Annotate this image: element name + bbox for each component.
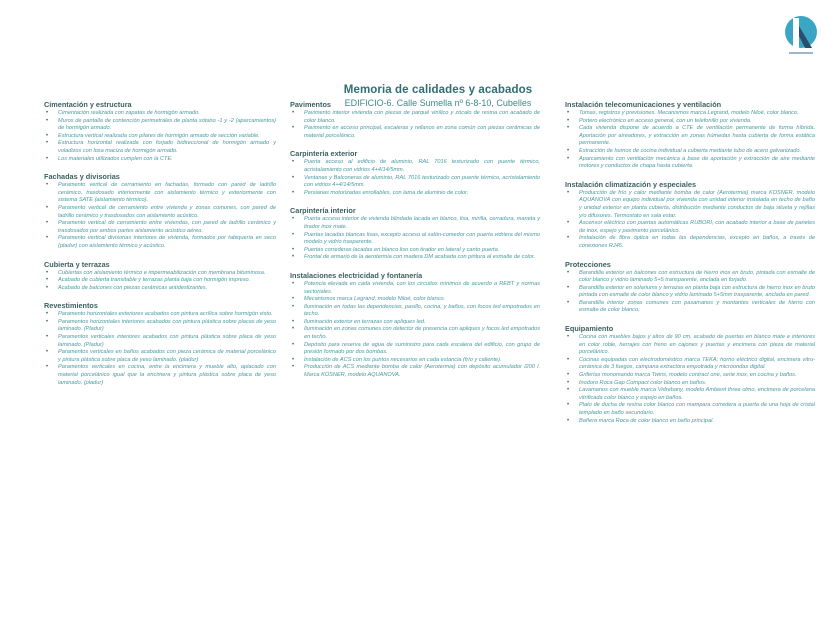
list-item: • Cocinas equipadas con electrodoméstico marca TEKA; horno eléctrico digital, encimera vitro-cerámica de 3 fuegos, campana extractora empotrada y microondas digital. xyxy=(565,357,815,372)
section-heading: Carpintería exterior xyxy=(290,149,358,159)
list-item: • Pavimento interior vivienda con piezas de parqué vinílico y zócalo de resina con acabado de color blanco. xyxy=(290,110,540,125)
section xyxy=(565,260,815,316)
bullet-list xyxy=(44,270,276,293)
section xyxy=(290,206,540,262)
company-logo-icon xyxy=(781,14,821,60)
list-item: • Puerta acceso al edificio de aluminio, RAL 7016 texturizado con puente térmico, acristalamiento con vidrios 4+4/14/5mm. xyxy=(290,159,540,174)
section xyxy=(44,301,276,387)
list-item: • Tomas, registros y previsiones. Mecanismos marca Legrand, modelo Niloé, color blanco. xyxy=(565,110,815,118)
list-item: • Iluminación en zonas comunes con detector de presencia con apliques y focos led empotrados en techo. xyxy=(290,326,540,341)
list-item: • Barandilla exterior en solariums y terrazas en planta baja con estructura de hierro inox en bruto pintada con esmalte de color blanco y vidrio laminado 5+5mm trasparente, anclada en pared. xyxy=(565,285,815,300)
list-item: • Puertas correderas lacadas en blanco liso con tirador en lateral y canto puerta. xyxy=(290,247,540,255)
list-item: • Lavamanos con mueble marca Vidrebany, modelo Ambient three olmo, encimera de porcelana vitrificada color blanco y espejo en baños. xyxy=(565,387,815,402)
list-item: • Paramentos horizontales interiores acabados con pintura plástica sobre placas de yeso laminado. (Pladur) xyxy=(44,319,276,334)
section-heading: Cubierta y terrazas xyxy=(44,259,110,269)
list-item: • Ascensor eléctrico con puertas automáticas RUBORI, con acabado interior a base de paneles de inox, espejo y pavimento porcelánico. xyxy=(565,220,815,235)
bullet-list xyxy=(290,281,540,380)
list-item: • Los materiales utilizados cumplen con la CTE. xyxy=(44,156,276,164)
bullet-list xyxy=(290,216,540,262)
list-item: • Producción de frío y calor mediante bomba de calor (Aerotermia) marca KOSNER, modelo AQUANOVA con equipo individual por vivienda con unidad interior instalada en techo de baño y unidad exterior en planta cubierta, distribución mediante conductos de baja silueta y rejillas y/o difusores. Termostato en sala estar. xyxy=(565,190,815,220)
section-heading: Cimentación y estructura xyxy=(44,100,132,109)
list-item: • Mecanismos marca Legrand, modelo Niloé, color blanco. xyxy=(290,296,540,304)
list-item: • Instalación de fibra óptica en todas las dependencias, excepto en baños, a través de conexiones RJ45. xyxy=(565,235,815,250)
list-item: • Plato de ducha de resina color blanco con mampara corredera a puerta de una hoja de cristal templado en baño secundario. xyxy=(565,402,815,417)
section xyxy=(565,180,815,251)
list-item: • Paramentos verticales en baños acabados con pieza cerámica de material porcelánico y pintura plástica sobre placa de yeso laminado. (pladur) xyxy=(44,349,276,364)
section xyxy=(290,149,540,197)
bullet-list xyxy=(44,110,276,163)
list-item: • Puertas lacadas blancas lisas, excepto acceso al salón-comedor con puerta vidriera del mismo modelo y vidrio trasparente. xyxy=(290,232,540,247)
list-item: • Iluminación exterior en terrazas con apliques led. xyxy=(290,319,540,327)
section xyxy=(44,172,276,250)
list-item: • Estructura horizontal realizada con forjado bidireccional de hormigón armado y voladizos con losa maciza de hormigón armado. xyxy=(44,140,276,155)
column-1 xyxy=(44,100,276,396)
list-item: • Persianas motorizadas enrollables, con lama de aluminio de color. xyxy=(290,190,540,198)
section-heading: Revestimientos xyxy=(44,301,98,311)
section-heading: Protecciones xyxy=(565,259,611,269)
list-item: • Bañera marca Roca de color blanco en baño principal. xyxy=(565,418,815,426)
section xyxy=(44,260,276,293)
section xyxy=(44,100,276,163)
section-heading: Instalaciones electricidad y fontanería xyxy=(290,270,423,280)
list-item: • Portero electrónico en acceso general, con un telefonillo por vivienda. xyxy=(565,118,815,126)
list-item: • Pavimento en acceso principal, escaleras y rellanos en zona común con piezas cerámicas de material porcelánico. xyxy=(290,125,540,140)
list-item: • Producción de ACS mediante bomba de calor (Aerotermia) con depósito acumulador l200 l. Marca KOSNER, modelo AQUANOVA. xyxy=(290,364,540,379)
list-item: • Extracción de humos de cocina individual a cubierta mediante tubo de acero galvanizado. xyxy=(565,148,815,156)
list-item: • Iluminación en todas las dependencias, pasillo, cocina, y baños, con focos led empotrados en techo. xyxy=(290,304,540,319)
section xyxy=(565,100,815,171)
list-item: • Paramento vertical de cerramiento entre vivienda y zonas comunes, con pared de ladrillo cerámico y trasdosados con aislamiento acústico. xyxy=(44,205,276,220)
list-item: • Puerta acceso interior de vivienda blindada lacada en blanco, lisa, mirilla, cerradura, maneta y tirador inox mate. xyxy=(290,216,540,231)
section xyxy=(565,324,815,425)
section-heading: Pavimentos xyxy=(290,100,331,109)
page-title: Memoria de calidades y acabados xyxy=(343,84,533,96)
page-subtitle: EDIFICIO-6. Calle Sumella nº 6-8-10, Cubelles xyxy=(344,98,532,108)
list-item: • Paramento horizontales exteriores acabados con pintura acrílica sobre hormigón visto. xyxy=(44,311,276,319)
section-heading: Equipamiento xyxy=(565,324,614,334)
list-item: • Frontal de armario de la aerotermia con madera DM acabada con pintura al esmalte de color. xyxy=(290,254,540,262)
list-item: • Paramentos verticales interiores acabados con pintura plástica sobre placa de yeso laminado. (Pladur) xyxy=(44,334,276,349)
list-item: • Depósito para reserva de agua de suministro para cada escalera del edificio, con grupo de presión formado por dos bombas. xyxy=(290,342,540,357)
bullet-list xyxy=(44,311,276,387)
list-item: • Aparcamiento con ventilación mecánica a base de aportación y extracción de aire mediante motores y conductos de chapa hasta cubierta. xyxy=(565,156,815,171)
column-3 xyxy=(565,100,815,434)
bullet-list xyxy=(44,182,276,250)
list-item: • Paramento vertical de cerramiento entre viviendas, con pared de ladrillo cerámico y trasdosados por ambos partes aislamiento acústico aéreo. xyxy=(44,220,276,235)
list-item: • Barandilla interior zonas comunes con pasamanos y montantes verticales de hierro con esmalte de color blanco. xyxy=(565,300,815,315)
list-item: • Paramento vertical de cerramiento en fachadas, formado con pared de ladrillo cerámico, trasdosado interiormente con aislamiento térmico y exteriormente con sistema SATE (aislamiento térmico). xyxy=(44,182,276,205)
list-item: • Cada vivienda dispone de acuerdo a CTE de ventilación permanente de forma híbrida. Aportación por aireadores, y extracción en zonas húmedas hasta cubierta de forma estática permanente. xyxy=(565,125,815,148)
list-item: • Cubiertas con aislamiento térmico e impermeabilización con membrana bituminosa. xyxy=(44,270,276,278)
bullet-list xyxy=(290,110,540,140)
section xyxy=(290,100,540,140)
list-item: • Muros de pantalla de contención perimetrales de planta sótano -1 y -2 (aparcamientos) de hormigón armado. xyxy=(44,118,276,133)
section-heading: Instalación telecomunicaciones y ventilación xyxy=(565,100,722,109)
section-heading: Carpintería interior xyxy=(290,206,356,216)
list-item: • Instalación de ACS con los puntos necesarios en cada estancia (frío y caliente). xyxy=(290,357,540,365)
section xyxy=(290,271,540,380)
list-item: • Ventanas y Balconeras de aluminio, RAL 7016 texturizado con puente térmico, acristalamiento con vidrios 4+4/14/5mm. xyxy=(290,175,540,190)
list-item: • Paramento vertical divisorias interiores de vivienda, formados por tabiquería en seco (pladur) con aislamiento térmico y acústico. xyxy=(44,235,276,250)
column-2 xyxy=(290,100,540,389)
list-item: • Cocina con muebles bajos y altos de 90 cm, acabado de puertas en blanco mate e interiores en color roble, herrajes con freno en cajones y puertas y encimera con pieza de material porcelánico. xyxy=(565,334,815,357)
list-item: • Griferías monomando marca Twins, modelo contract one, serie inox, en cocina y baños. xyxy=(565,372,815,380)
bullet-list xyxy=(565,270,815,316)
list-item: • Potencia elevada en cada vivienda, con los circuitos mínimos de acuerdo a REBT y normas sectoriales. xyxy=(290,281,540,296)
list-item: • Barandilla exterior en balcones con estructura de hierro inox en bruto, pintada con esmalte de color blanco y vidrio laminado 5+5 transparente, anclada en forjado. xyxy=(565,270,815,285)
list-item: • Inodoro Roca Gap Compact color blanco en baños. xyxy=(565,380,815,388)
bullet-list xyxy=(565,334,815,425)
bullet-list xyxy=(565,190,815,251)
list-item: • Acabado de cubierta transitable y terrazas planta baja con hormigón impreso. xyxy=(44,277,276,285)
section-heading: Fachadas y divisorias xyxy=(44,172,120,182)
section-heading: Instalación climatización y especiales xyxy=(565,179,696,189)
bullet-list xyxy=(290,159,540,197)
list-item: • Paramentos verticales en cocina, entre la encimera y mueble alto, aplacado con material porcelánico igual que la encimera y pintura plástica sobre placa de yeso laminado. (pladur) xyxy=(44,364,276,387)
list-item: • Acabado de balcones con piezas cerámicas antideslizantes. xyxy=(44,285,276,293)
list-item: • Estructura vertical realizada con pilares de hormigón armado de sección variable. xyxy=(44,133,276,141)
company-logo xyxy=(781,14,821,60)
list-item: • Cimentación realizada con zapatas de hormigón armado. xyxy=(44,110,276,118)
bullet-list xyxy=(565,110,815,171)
